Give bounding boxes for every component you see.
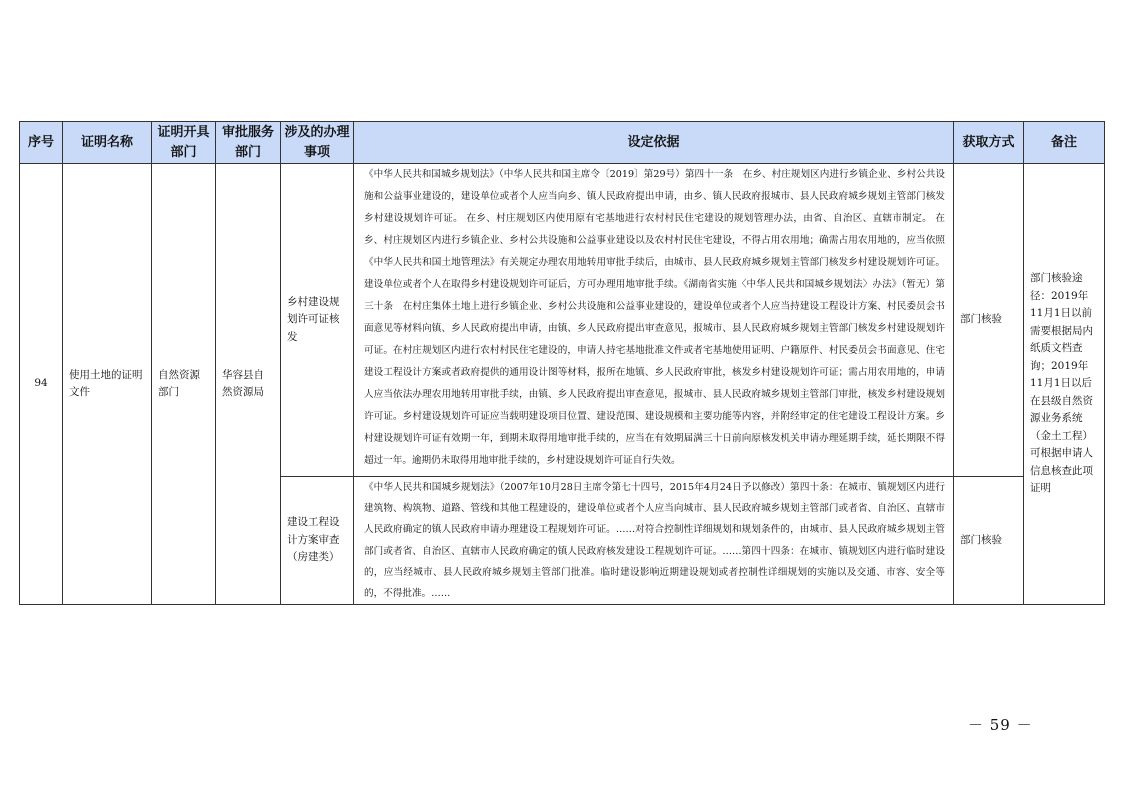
header-method: 获取方式 bbox=[954, 122, 1024, 164]
header-row bbox=[20, 122, 1105, 164]
header-issuer: 证明开具部门 bbox=[152, 122, 216, 164]
table-row bbox=[20, 164, 1105, 477]
header-basis: 设定依据 bbox=[354, 122, 954, 164]
row-number: 94 bbox=[20, 164, 63, 605]
header-name: 证明名称 bbox=[63, 122, 152, 164]
header-matters: 涉及的办理事项 bbox=[281, 122, 354, 164]
issuing-department: 自然资源部门 bbox=[152, 164, 216, 605]
legal-basis-1: 《中华人民共和国城乡规划法》（中华人民共和国主席令〔2019〕第29号）第四十一条 在乡、村庄规划区内进行乡镇企业、乡村公共设施和公益事业建设的，建设单位或者个人应当向乡、镇人民政府提出申请，由乡、镇人民政府报城市、县人民政府城乡规划主管部门核发乡村建设规划许可证。 在乡、村庄规划区内使用原有宅基地进行农村村民住宅建设的规划管理办法，由省、自治区、直辖市制定。 在乡、村庄规划区内进行乡镇企业、乡村公共设施和公益事业建设以及农村村民住宅建设，不得占用农用地；确需占用农用地的，应当依照《中华人民共和国土地管理法》有关规定办理农用地转用审批手续后，由城市、县人民政府城乡规划主管部门核发乡村建设规划许可证。 建设单位或者个人在取得乡村建设规划许可证后，方可办理用地审批手续。《湖南省实施〈中华人民共和国城乡规划法〉办法》（暂无）第三十条 在村庄集体土地上进行乡镇企业、乡村公共设施和公益事业建设的，建设单位或者个人应当持建设工程设计方案、村民委员会书面意见等材料向镇、乡人民政府提出申请，由镇、乡人民政府提出审查意见，报城市、县人民政府城乡规划主管部门核发乡村建设规划许可证。在村庄规划区内进行农村村民住宅建设的，申请人持宅基地批准文件或者宅基地使用证明、户籍原件、村民委员会书面意见、住宅建设工程设计方案或者政府提供的通用设计图等材料，报所在地镇、乡人民政府审批，核发乡村建设规划许可证；需占用农用地的，申请人应当依法办理农用地转用审批手续，由镇、乡人民政府提出审查意见，报城市、县人民政府城乡规划主管部门审批，核发乡村建设规划许可证。乡村建设规划许可证应当载明建设项目位置、建设范围、建设规模和主要功能等内容，并附经审定的住宅建设工程设计方案。乡村建设规划许可证有效期一年，到期未取得用地审批手续的，应当在有效期届满三十日前向原核发机关申请办理延期手续，延长期限不得超过一年。逾期仍未取得用地审批手续的，乡村建设规划许可证自行失效。 bbox=[354, 164, 954, 477]
remark: 部门核验途径：2019年11月1日以前需要根据局内纸质文档查询；2019年11月1日以后在县级自然资源业务系统（金土工程）可根据申请人信息核查此项证明 bbox=[1024, 164, 1105, 605]
legal-basis-2: 《中华人民共和国城乡规划法》（2007年10月28日主席令第七十四号，2015年4月24日予以修改）第四十条：在城市、镇规划区内进行建筑物、构筑物、道路、管线和其他工程建设的，建设单位或者个人应当向城市、县人民政府城乡规划主管部门或者省、自治区、直辖市人民政府确定的镇人民政府申请办理建设工程规划许可证。……对符合控制性详细规划和规划条件的，由城市、县人民政府城乡规划主管部门或者省、自治区、直辖市人民政府确定的镇人民政府核发建设工程规划许可证。……第四十四条：在城市、镇规划区内进行临时建设的，应当经城市、县人民政府城乡规划主管部门批准。临时建设影响近期建设规划或者控制性详细规划的实施以及交通、市容、安全等的，不得批准。…… bbox=[354, 477, 954, 605]
acquisition-method-2: 部门核验 bbox=[954, 477, 1024, 605]
approving-department: 华容县自然资源局 bbox=[216, 164, 281, 605]
certificate-name: 使用土地的证明文件 bbox=[63, 164, 152, 605]
page-number: － 59 － bbox=[968, 716, 1033, 734]
header-remark: 备注 bbox=[1024, 122, 1105, 164]
certificate-table bbox=[19, 121, 1105, 605]
acquisition-method-1: 部门核验 bbox=[954, 164, 1024, 477]
header-approver: 审批服务部门 bbox=[216, 122, 281, 164]
matter-1: 乡村建设规划许可证核发 bbox=[281, 164, 354, 477]
matter-2: 建设工程设计方案审查（房建类） bbox=[281, 477, 354, 605]
header-no: 序号 bbox=[20, 122, 63, 164]
